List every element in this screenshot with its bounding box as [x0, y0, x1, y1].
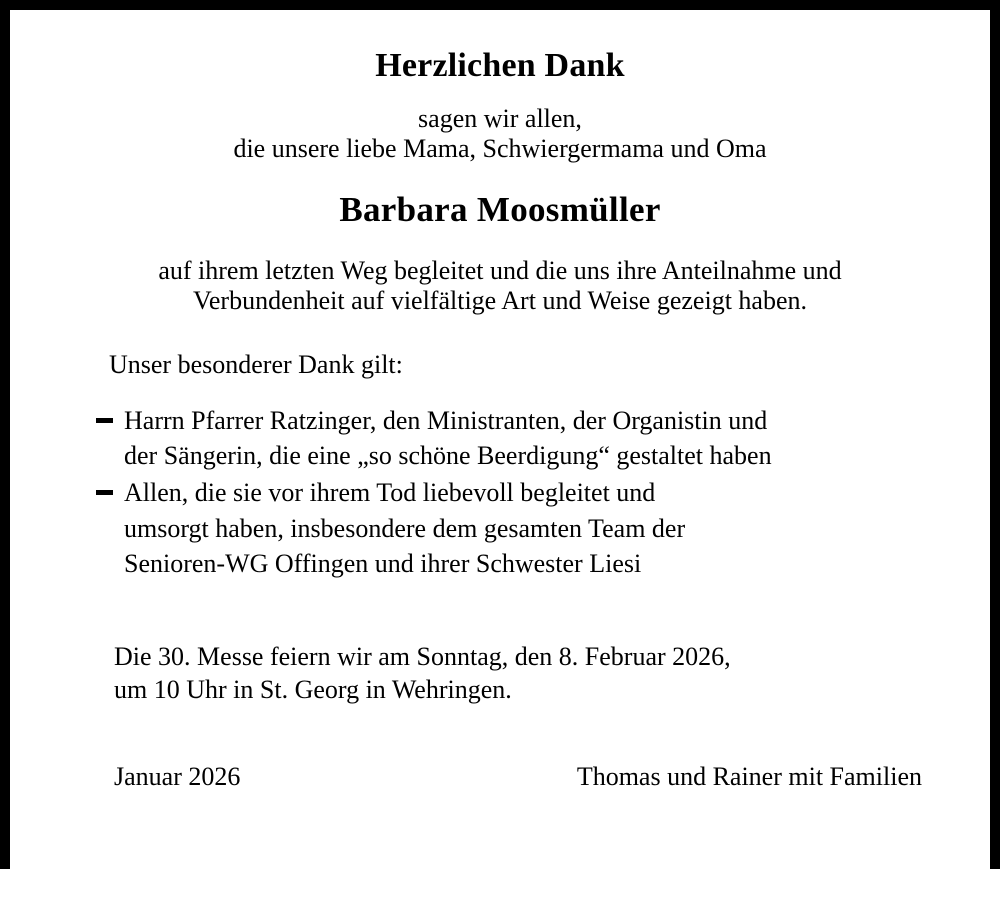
- list-item: [124, 475, 964, 581]
- memorial-service-note: [36, 641, 964, 706]
- card-footer: [36, 762, 964, 792]
- intro-line-1: sagen wir allen,: [418, 103, 582, 133]
- dash-icon: [96, 490, 113, 495]
- intro-paragraph: [36, 104, 964, 165]
- thanks-lead-text: Unser besonderer Dank gilt:: [109, 350, 403, 380]
- gratitude-paragraph: [36, 256, 964, 318]
- service-line-2: um 10 Uhr in St. Georg in Wehringen.: [114, 674, 512, 704]
- footer-signature: Thomas und Rainer mit Familien: [576, 762, 922, 792]
- obituary-card-content: [10, 48, 990, 897]
- dash-icon: [96, 418, 113, 423]
- gratitude-line-1: auf ihrem letzten Weg begleitet und die uns ihre Anteilnahme und: [158, 255, 842, 285]
- thanks-item-1-line-1: Harrn Pfarrer Ratzinger, den Ministranten, der Organistin und: [124, 405, 768, 435]
- thanks-item-2-line-2: umsorgt haben, insbesondere dem gesamten Team der: [124, 513, 686, 543]
- intro-line-2: die unsere liebe Mama, Schwiergermama und Oma: [233, 134, 767, 164]
- thanks-item-2-line-3: Senioren-WG Offingen und ihrer Schwester Liesi: [124, 549, 642, 579]
- gratitude-line-2: Verbundenheit auf vielfältige Art und Weise gezeigt haben.: [193, 286, 807, 316]
- thanks-item-2-line-1: Allen, die sie vor ihrem Tod liebevoll begleitet und: [124, 478, 656, 508]
- thanks-item-1-line-2: der Sängerin, die eine „so schöne Beerdigung“ gestaltet haben: [124, 440, 772, 470]
- thanks-list: [36, 403, 964, 582]
- list-item: [124, 403, 964, 474]
- page-title: Herzlichen Dank: [375, 47, 625, 84]
- service-line-1: Die 30. Messe feiern wir am Sonntag, den 8. Februar 2026,: [114, 642, 731, 672]
- footer-date: Januar 2026: [114, 762, 241, 792]
- deceased-name: Barbara Moosmüller: [339, 190, 661, 230]
